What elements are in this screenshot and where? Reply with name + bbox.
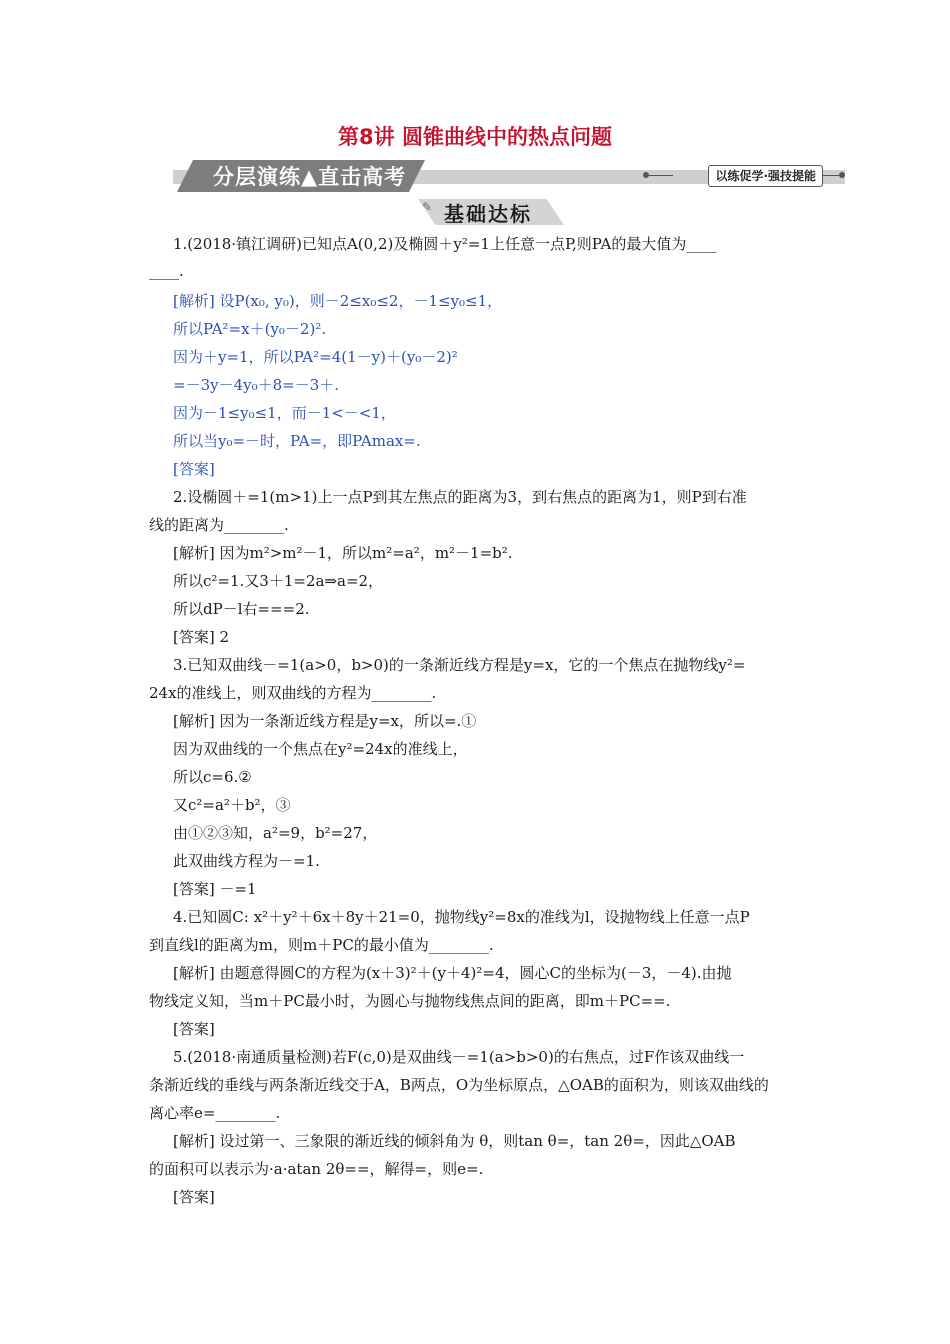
banner-badge: 以练促学·强技提能	[708, 165, 823, 187]
answer-label: [答案]	[173, 1188, 215, 1206]
solution-line: 所以当y₀=－时，PA=，即PAmax=.	[173, 432, 421, 450]
solution-line: =－3y－4y₀＋8=－3＋.	[173, 376, 340, 394]
sparkle-icon: ✎	[422, 200, 433, 214]
solution-line: 因为双曲线的一个焦点在y²=24x的准线上，	[173, 740, 468, 758]
answer-label: [答案] －=1	[173, 880, 257, 898]
question-line: 4.已知圆C: x²＋y²＋6x＋8y＋21=0，抛物线y²=8x的准线为l，设抛物线上任意一点P	[173, 908, 750, 926]
question-line: ____.	[149, 262, 184, 280]
section-label	[418, 197, 564, 227]
question-line: 5.(2018·南通质量检测)若F(c,0)是双曲线－=1(a>b>0)的右焦点，过F作该双曲线一	[173, 1048, 745, 1066]
answer-label: [答案]	[173, 1020, 215, 1038]
question-line: 到直线l的距离为m，则m＋PC的最小值为________.	[149, 936, 494, 954]
solution-line: 所以c=6.②	[173, 768, 252, 786]
solution-line: 所以PA²=x＋(y₀－2)².	[173, 320, 327, 338]
section-label-text: 基础达标	[444, 202, 532, 226]
question-line: 离心率e=________.	[149, 1104, 281, 1122]
solution-line: 因为－1≤y₀≤1，而－1<－<1，	[173, 404, 396, 422]
solution-line: 由①②③知，a²=9，b²=27，	[173, 824, 378, 842]
page-title: 第8讲 圆锥曲线中的热点问题	[338, 125, 612, 149]
banner-title: 分层演练▲直击高考	[213, 165, 407, 189]
question-line: 条渐近线的垂线与两条渐近线交于A，B两点，O为坐标原点，△OAB的面积为，则该双曲线的	[149, 1076, 769, 1094]
section-banner	[173, 160, 845, 194]
banner-rule-left	[649, 175, 673, 176]
solution-line: 的面积可以表示为·a·atan 2θ==，解得=，则e=.	[149, 1160, 484, 1178]
question-line: 1.(2018·镇江调研)已知点A(0,2)及椭圆＋y²=1上任意一点P,则PA的最大值为____	[173, 235, 717, 253]
solution-line: 所以dP－l右===2.	[173, 600, 310, 618]
solution-line: 所以c²=1.又3＋1=2a⇒a=2，	[173, 572, 384, 590]
answer-label: [答案]	[173, 460, 215, 478]
question-line: 2.设椭圆＋=1(m>1)上一点P到其左焦点的距离为3，到右焦点的距离为1，则P到右准	[173, 488, 747, 506]
question-line: 24x的准线上，则双曲线的方程为________.	[149, 684, 437, 702]
solution-line: [解析] 由题意得圆C的方程为(x＋3)²＋(y＋4)²=4，圆心C的坐标为(－3，－4).由抛	[173, 964, 732, 982]
solution-line: 又c²=a²＋b²，③	[173, 796, 291, 814]
question-line: 线的距离为________.	[149, 516, 289, 534]
solution-line: [解析] 因为一条渐近线方程是y=x，所以=.①	[173, 712, 477, 730]
solution-line: 此双曲线方程为－=1.	[173, 852, 320, 870]
answer-label: [答案] 2	[173, 628, 230, 646]
solution-line: 因为＋y=1，所以PA²=4(1－y)＋(y₀－2)²	[173, 348, 458, 366]
dot-icon	[839, 172, 845, 178]
question-line: 3.已知双曲线－=1(a>0，b>0)的一条渐近线方程是y=x，它的一个焦点在抛物线y²=	[173, 656, 746, 674]
solution-line: [解析] 设P(x₀, y₀)，则－2≤x₀≤2，－1≤y₀≤1，	[173, 292, 503, 310]
solution-line: 物线定义知，当m＋PC最小时，为圆心与抛物线焦点间的距离，即m＋PC==.	[149, 992, 671, 1010]
solution-line: [解析] 设过第一、三象限的渐近线的倾斜角为 θ，则tan θ=，tan 2θ=，因此△OAB	[173, 1132, 736, 1150]
solution-line: [解析] 因为m²>m²－1，所以m²=a²，m²－1=b².	[173, 544, 513, 562]
